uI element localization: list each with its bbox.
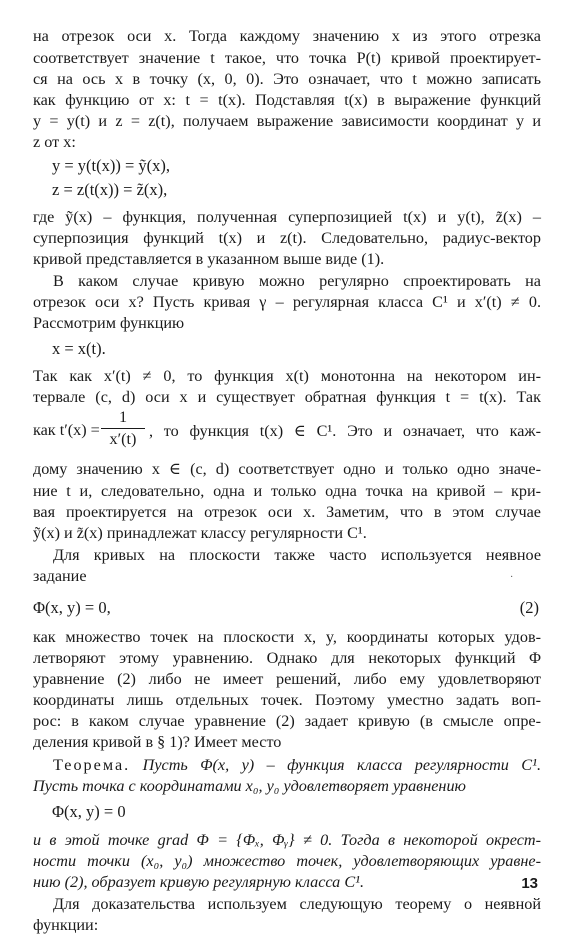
fraction-suffix: , то функция t(x) ∈ C¹. Это и означает, что каж- bbox=[149, 422, 541, 440]
text-line: координаты лишь отдельных точек. Поэтому уместно задать воп- bbox=[33, 691, 541, 709]
text-line: дому значению x ∈ (c, d) соответствует одно и только одно значе- bbox=[33, 460, 541, 478]
text-line: Для доказательства используем следующую теорему о неявной bbox=[53, 895, 541, 913]
text-line: Рассмотрим функцию bbox=[33, 314, 185, 332]
text-line: соответствует значение t такое, что точка P(t) кривой проектирует- bbox=[33, 49, 541, 67]
theorem-line: Пусть точка с координатами x₀, y₀ удовлетворяет уравнению bbox=[33, 777, 466, 795]
text-line: Так как x′(t) ≠ 0, то функция x(t) монотонна на некотором ин- bbox=[33, 367, 541, 385]
fraction bbox=[101, 407, 145, 450]
text-line: на отрезок оси x. Тогда каждому значению x из этого отрезка bbox=[33, 27, 541, 45]
fraction-numerator: 1 bbox=[101, 407, 145, 429]
text-line: рос: в каком случае уравнение (2) задает кривую (в смысле опре- bbox=[33, 712, 541, 730]
theorem-label: Теорема. bbox=[53, 756, 131, 774]
text-line: Для кривых на плоскости также часто используется неявное bbox=[53, 546, 541, 564]
text-line: кривой представляется в указанном выше виде (1). bbox=[33, 250, 385, 268]
equation-x: x = x(t). bbox=[52, 339, 106, 358]
text-line: вая проектируется на отрезок оси x. Заметим, что в этом случае bbox=[33, 503, 541, 521]
text-line: В каком случае кривую можно регулярно спроектировать на bbox=[53, 272, 541, 290]
theorem-line: и в этой точке grad Φ = {Φₓ, Φᵧ} ≠ 0. Тогда в некоторой окрест- bbox=[33, 831, 541, 849]
text-line: ние t и, следовательно, одна и только одна точка на кривой – кри- bbox=[33, 482, 541, 500]
fraction-prefix: как t′(x) = bbox=[33, 421, 100, 439]
text-line: задание bbox=[33, 567, 87, 585]
fraction-denominator: x′(t) bbox=[109, 430, 137, 448]
text-line: как множество точек на плоскости x, y, координаты которых удов- bbox=[33, 628, 541, 646]
text-line: тервале (c, d) оси x и существует обратная функция t = t(x). Так bbox=[33, 388, 541, 406]
theorem-text: Пусть Φ(x, y) – функция класса регулярности C¹. bbox=[142, 756, 541, 774]
text-line: летворяют этому уравнению. Однако для некоторых функций Φ bbox=[33, 649, 541, 667]
page-number: 13 bbox=[521, 875, 538, 892]
theorem-line bbox=[53, 755, 541, 775]
equation-phi: Φ(x, y) = 0, bbox=[33, 598, 111, 617]
text-line: z от x: bbox=[33, 133, 76, 151]
text-line: деления кривой в § 1)? Имеет место bbox=[33, 733, 282, 751]
text-line: как функцию от x: t = t(x). Подставляя t(x) в выражение функций bbox=[33, 91, 541, 109]
theorem-line: нию (2), образует кривую регулярную класса C¹. bbox=[33, 873, 365, 891]
text-line: суперпозиция функций t(x) и z(t). Следовательно, радиус-вектор bbox=[33, 229, 541, 247]
scan-dot: · bbox=[510, 572, 514, 583]
theorem-line: ности точки (x₀, y₀) множество точек, удовлетворяющих уравне- bbox=[33, 852, 541, 870]
text-line: функции: bbox=[33, 916, 99, 934]
text-line: уравнение (2) либо не имеет решений, либо ему удовлетворяют bbox=[33, 670, 541, 688]
equation-theorem: Φ(x, y) = 0 bbox=[52, 802, 126, 821]
text-line: отрезок оси x? Пусть кривая γ – регулярная класса C¹ и x′(t) ≠ 0. bbox=[33, 293, 541, 311]
equation-z: z = z(t(x)) = z̃(x), bbox=[52, 180, 168, 199]
fraction-line bbox=[33, 407, 541, 457]
text-line: y = y(t) и z = z(t), получаем выражение зависимости координат y и bbox=[33, 112, 541, 130]
text-line: ỹ(x) и z̃(x) принадлежат классу регулярности C¹. bbox=[33, 524, 367, 542]
text-line: ся на ось x в точку (x, 0, 0). Это означает, что t можно записать bbox=[33, 70, 541, 88]
text-line: где ỹ(x) – функция, полученная суперпозицией t(x) и y(t), z̃(x) – bbox=[33, 208, 541, 226]
equation-y: y = y(t(x)) = ỹ(x), bbox=[52, 156, 171, 175]
equation-number: (2) bbox=[519, 598, 539, 617]
